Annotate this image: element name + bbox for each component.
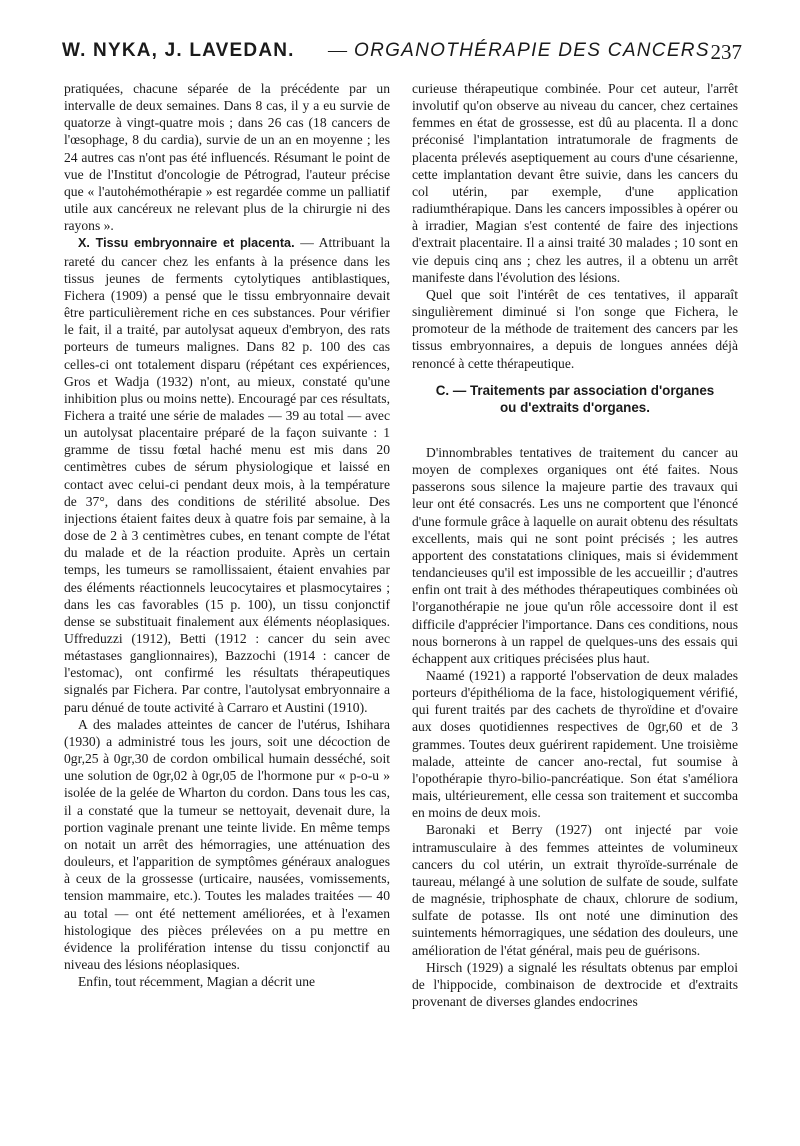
paragraph: [64, 234, 390, 715]
paragraph: Naamé (1921) a rapporté l'observation de deux malades porteurs d'épithélioma de la face, histologiquement vérifié, qui furent traités par des cachets de thyroïdine et d'ovaire aux doses quotidiennes respectives de 0gr,60 et de 3 grammes. Toutes deux guérirent rapidement. Une troisième malade, atteinte de cancer ano-rectal, fut soumise à l'opothérapie thyro-bilio-pancréatique. Son état s'améliora mais, ultérieurement, elle cessa son traitement et succomba en moins de deux mois.: [412, 668, 738, 821]
paragraph: Quel que soit l'intérêt de ces tentatives, il apparaît singulièrement diminué si l'on songe que Fichera, le promoteur de la méthode de traitement des cancers par les tissus embryonnaires, a depuis de longues années déjà renoncé à cette thérapeutique.: [412, 286, 738, 371]
paragraph: Enfin, tout récemment, Magian a décrit une: [78, 974, 316, 990]
paragraph: Baronaki et Berry (1927) ont injecté par voie intramusculaire à des femmes atteintes de volumineux cancers du col utérin, un extrait thyroïde-surrénale de taureau, mélangé à une solution de sulfate de soude, sulfate de magnésie, triphosphate de chaux, chlorure de sodium, sulfate de potasse. Ils ont noté une diminution des suintements hémorragiques, une sédation des douleurs, une amélioration de l'état général, mais peu de guérisons.: [412, 822, 738, 958]
spacer: [412, 416, 738, 444]
paragraph: Hirsch (1929) a signalé les résultats obtenus par emploi de l'hippocide, combinaison de dextrocide et d'extraits provenant de diverses glandes endocrines: [412, 959, 738, 1009]
paragraph: pratiquées, chacune séparée de la précédente par un intervalle de deux semaines. Dans 8 cas, il y a eu survie de quatorze à vingt-quatre mois ; dans 26 cas (18 cancers de l'œsophage, 8 du cardia), survie de un an en moyenne ; les 24 autres cas n'ont pas été influencés. Résumant le point de vue de l'Institut d'oncologie de Pétrograd, l'auteur précise que « l'autohémothérapie » est regardée comme un palliatif utile aux cancéreux ne relevant plus de la chirurgie ni des rayons ».: [64, 81, 390, 234]
left-column: [64, 80, 390, 990]
section-heading-line-1: C. — Traitements par association d'organes: [435, 382, 715, 398]
paragraph: curieuse thérapeutique combinée. Pour cet auteur, l'arrêt involutif qu'on observe au niveau du cancer, chez certaines femmes en état de grossesse, est dû au placenta. Il a donc préconisé l'implantation intratumorale de fragments de placenta prélevés aseptiquement au cours d'une césarienne, cette implantation devant être suivie, dans les cancers du col utérin, par exemple, d'une application radiumthérapique. Dans les cancers impossibles à opérer ou à irradier, Magian s'est contenté de faire des injections d'extrait placentaire. Il a ainsi traité 30 malades ; 10 sont en vie depuis cinq ans ; chez les autres, il a obtenu un arrêt manifeste dans l'évolution des lésions.: [412, 81, 738, 285]
section-heading-line-2: ou d'extraits d'organes.: [500, 399, 650, 415]
right-column: [412, 80, 738, 1010]
header-separator: —: [328, 40, 347, 61]
paragraph-text: — Attribuant la rareté du cancer chez les enfants à la présence dans les tissus jeunes de ferments cytolytiques antiblastiques, Fichera (1909) a pensé que le tissu embryonnaire devait être particulièrement riche en ces substances. Pour vérifier le fait, il a traité, par autolysat aqueux d'embryon, des rats porteurs de tumeurs malignes. Dans 82 p. 100 des cas celles-ci ont totalement disparu (répétant ces expériences, Gros et Wadja (1932) n'ont, au mieux, constaté qu'une inhibition plus ou moins nette). Encouragé par ces résultats, Fichera a traité une série de malades — 39 au total — avec un autolysat placentaire préparé de la façon suivante : 1 gramme de tissu fœtal haché menu est mis dans 20 centimètres cubes de sérum physiologique et laissé en contact avec celui-ci pendant deux mois, à la température de 37°, dans des conditions de stérilité absolue. Des injections étaient faites deux à quatre fois par semaine, à la dose de 2 à 3 centimètres cubes, en tenant compte de l'état du malade et de la réaction produite. Après un certain temps, les tumeurs se ramollissaient, étaient envahies par des éléments réactionnels leucocytaires et plasmocytaires ; dans les cas favorables (15 p. 100), un tissu conjonctif dense se substituait finalement aux éléments néoplasiques. Uffreduzzi (1912), Betti (1912 : cancer du sein avec métastases ganglionnaires), Bazzochi (1914 : cancer de l'estomac), ont confirmé les résultats thérapeutiques signalés par Fichera. Par contre, l'autolysat embryonnaire a paru dénué de toute activité à Carraro et Austini (1910).: [64, 235, 390, 715]
paragraph: A des malades atteintes de cancer de l'utérus, Ishihara (1930) a administré tous les jours, soit une décoction de 0gr,25 à 0gr,30 de cordon ombilical humain desséché, soit une solution de 0gr,02 à 0gr,05 de l'hormone pur « p-o-u » isolée de la gelée de Wharton du cordon. Dans tous les cas, il a constaté que la tumeur se nettoyait, devenait dure, la portion vaginale prenant une teinte livide. En même temps on notait un arrêt des hémorragies, une atténuation des douleurs, et l'apparition de symptômes généraux analogues à ceux de la grossesse (urticaire, nausées, vomissements, tension mammaire, etc.). Toutes les malades traitées — 40 au total — ont été nettement améliorées, et à l'examen histologique des pièces prélevées on a pu mettre en évidence la prolifération intense du tissu conjonctif au niveau des lésions néoplasiques.: [64, 716, 390, 972]
header-authors: W. NYKA, J. LAVEDAN.: [62, 40, 295, 61]
page-number: 237: [710, 40, 742, 64]
header-title: ORGANOTHÉRAPIE DES CANCERS: [354, 40, 710, 61]
running-header: [62, 40, 742, 70]
paragraph-heading: X. Tissu embryonnaire et placenta.: [78, 236, 295, 251]
spacer: [412, 372, 738, 382]
paragraph: D'innombrables tentatives de traitement du cancer au moyen de complexes organiques ont été faites. Nous passerons sous silence la majeure partie des travaux qui leur ont été consacrés. Les uns ne comportent que l'énoncé d'une formule grâce à laquelle on aurait obtenu des résultats excellents, mais qui ne sont point précisés ; les autres apportent des constatations cliniques, mais si évidemment tendancieuses qu'il est impossible de les accueillir ; d'autres enfin ont trait à des méthodes thérapeutiques combinées où l'organothérapie ne joue qu'un rôle accessoire dont il est difficile d'apprécier l'importance. Dans ces conditions, nous nous bornerons à un rappel de quelques-uns des essais qui échappent aux critiques précisées plus haut.: [412, 444, 738, 666]
